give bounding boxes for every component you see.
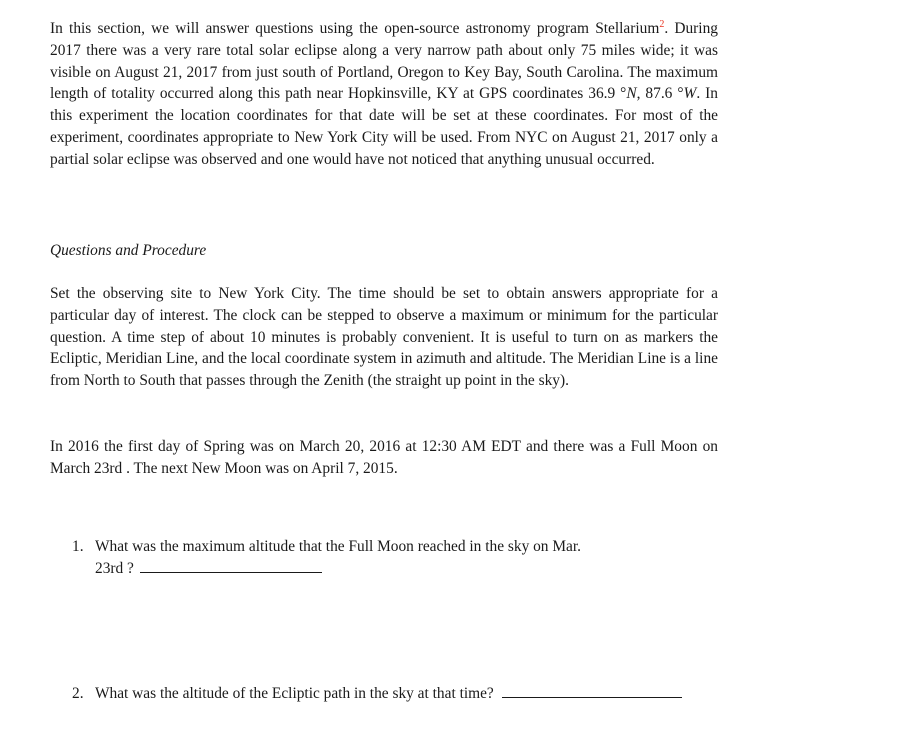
- question-1-text-end: 23rd ?: [95, 559, 134, 577]
- footnote-link[interactable]: 2: [659, 19, 665, 30]
- intro-text-a: . During 2017 there was a very rare total solar eclipse along a very narrow path about only 75 miles wide; it was visible on August 21, 2017 from just south of Portland, Oregon to Key Bay, South Carolina. The maximum length of totality occurred along this path near Hopkinsville, KY at GPS coordinates 36.9 °: [50, 20, 718, 103]
- setup-paragraph: Set the observing site to New York City. The time should be set to obtain answers appropriate for a particular day of interest. The clock can be stepped to observe a maximum or minimum for the particular question. A time step of about 10 minutes is probably convenient. It is useful to turn on as markers the Ecliptic, Meridian Line, and the local coordinate system in azimuth and altitude. The Meridian Line is a line from North to South that passes through the Zenith (the straight up point in the sky).: [50, 285, 718, 390]
- question-2-number: 2.: [72, 685, 84, 702]
- intro-paragraph: [50, 18, 718, 171]
- intro-text-c: . In this experiment the location coordinates for that date will be set at these coordinates. For most of the experiment, coordinates appropriate to New York City will be used. From NYC on August 21, 2017 only a partial solar eclipse was observed and one would have not noticed that anything unusual occurred.: [50, 85, 718, 168]
- question-2-text: What was the altitude of the Ecliptic path in the sky at that time?: [95, 685, 494, 702]
- question-2: [72, 683, 778, 705]
- latitude-direction: N: [626, 85, 637, 103]
- question-1: [72, 536, 718, 580]
- section-heading: Questions and Procedure: [50, 242, 207, 259]
- intro-text-start: In this section, we will answer questions using the open-source astronomy program Stellarium: [50, 20, 660, 37]
- question-1-number: 1.: [72, 538, 84, 555]
- longitude-direction: W: [683, 85, 697, 103]
- spring-paragraph: In 2016 the first day of Spring was on March 20, 2016 at 12:30 AM EDT and there was a Full Moon on March 23rd . The next New Moon was on April 7, 2015.: [50, 438, 718, 477]
- question-1-text: What was the maximum altitude that the Full Moon reached in the sky on Mar.: [95, 538, 581, 555]
- answer-blank-1[interactable]: [140, 558, 322, 573]
- answer-blank-2[interactable]: [502, 683, 682, 698]
- question-1-line-2: [72, 558, 718, 580]
- question-1-line-1: [72, 536, 718, 558]
- intro-text-b: , 87.6 °: [636, 85, 684, 103]
